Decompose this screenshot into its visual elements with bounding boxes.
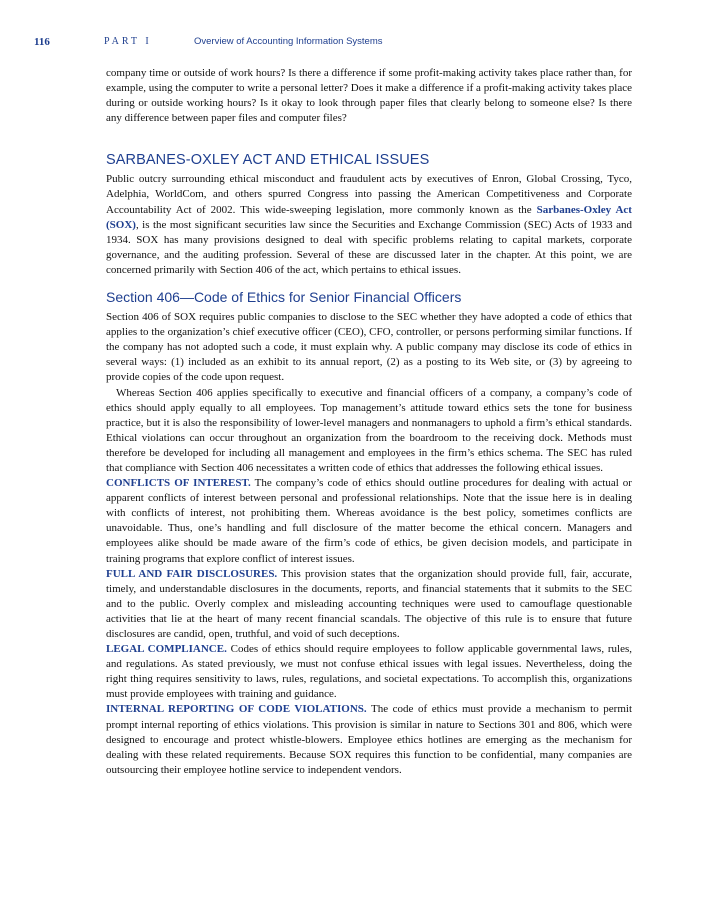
issue-text: Codes of ethics should require employees to follow applicable governmental laws, rules, and regulations. As stated previously, we must not confuse ethical issues with legal issues. Nevertheless, doing the right thing requires sensitivity to laws, rules, regulations, and societal expectations. To accomplish this, organizations must provide employees with training and guidance.: [106, 643, 633, 701]
subsection-heading-406: Section 406—Code of Ethics for Senior Financial Officers: [106, 289, 462, 306]
key-term-sox: Sarbanes-Oxley Act (SOX): [106, 203, 632, 231]
part-label: PART I: [104, 36, 152, 47]
section-heading-sox: SARBANES-OXLEY ACT AND ETHICAL ISSUES: [106, 152, 430, 169]
issue-label: INTERNAL REPORTING OF CODE VIOLATIONS.: [106, 703, 367, 716]
section-406-paragraph-2: Whereas Section 406 applies specifically to executive and financial officers of a company, a company’s code of ethics should apply equally to all employees. Top management’s attitude toward ethics sets the tone for business practice, but it is also the responsibility of lower-level managers and nonmanagers to uphold a firm’s ethical standards. Ethical violations can occur throughout an organization from the boardroom to the receiving dock. Methods must therefore be developed for including all management and employees in the firm’s ethics schema. The SEC has ruled that compliance with Section 406 necessitates a written code of ethics that addresses the following ethical issues.: [106, 386, 632, 474]
body-text: [106, 66, 632, 778]
page-number: 116: [34, 36, 50, 48]
issue-label: LEGAL COMPLIANCE.: [106, 643, 227, 656]
issue-conflicts-of-interest: [106, 476, 632, 567]
issue-internal-reporting: [106, 702, 632, 777]
issue-legal-compliance: [106, 642, 632, 702]
issue-full-and-fair-disclosures: [106, 567, 632, 642]
issue-text: The company’s code of ethics should outline procedures for dealing with actual or apparent conflicts of interest between personal and professional relationships. Note that the issue here is in dealing with conflicts of interest, not prohibiting them. Whereas avoidance is the best policy, sometimes conflicts are unavoidable. Thus, one’s handling and full disclosure of the matter become the ethical concern. Managers and employees alike should be made aware of the firm’s code of ethics, be given decision models, and participate in training programs that explore conflict of interest issues.: [106, 477, 632, 565]
sox-paragraph-rest: , is the most significant securities law since the Securities and Exchange Commission (SEC) Acts of 1933 and 1934. SOX has many provisions designed to deal with specific problems relating to capital markets, corporate governance, and the auditing profession. Several of these are discussed later in the chapter. At this point, we are concerned primarily with Section 406 of the act, which pertains to ethical issues.: [106, 218, 632, 276]
intro-paragraph: company time or outside of work hours? Is there a difference if some profit-making activity takes place rather than, for example, using the computer to write a personal letter? Does it make a difference if a profit-making activity takes place during or outside working hours? Is it okay to look through paper files that clearly belong to someone else? Is there any difference between paper files and computer files?: [106, 67, 632, 125]
issue-text: This provision states that the organization should provide full, fair, accurate, timely, and understandable disclosures in the documents, reports, and financial statements that it submits to the SEC and to the public. Overly complex and misleading accounting techniques were used to camouflage questionable activities that lie at the heart of many recent financial scandals. The objective of this rule is to ensure that future disclosures are candid, open, truthful, and void of such deceptions.: [106, 567, 632, 640]
chapter-title: Overview of Accounting Information Systems: [194, 36, 383, 47]
issue-label: CONFLICTS OF INTEREST.: [106, 477, 251, 490]
section-406-paragraph-1: Section 406 of SOX requires public companies to disclose to the SEC whether they have adopted a code of ethics that applies to the organization’s chief executive officer (CEO), CFO, controller, or persons performing similar functions. If the company has not adopted such a code, it must explain why. A public company may disclose its code of ethics in several ways: (1) included as an exhibit to its annual report, (2) as a posting to its Web site, or (3) by agreeing to provide copies of the code upon request.: [106, 311, 632, 384]
sox-paragraph: [106, 172, 632, 278]
issue-label: FULL AND FAIR DISCLOSURES.: [106, 567, 278, 580]
issue-text: The code of ethics must provide a mechanism to permit prompt internal reporting of ethics violations. This provision is similar in nature to Sections 301 and 806, which were designed to encourage and protect whistle-blowers. Employee ethics hotlines are emerging as the mechanism for dealing with these related requirements. Because SOX requires this function to be confidential, many companies are outsourcing their employee hotline service to independent vendors.: [106, 703, 633, 776]
sox-paragraph-lead: Public outcry surrounding ethical misconduct and fraudulent acts by executives of Enron, Global Crossing, Tyco, Adelphia, WorldCom, and others spurred Congress into passing the American Competitiveness and Corporate Accountability Act of 2002. This wide-sweeping legislation, more commonly known as the: [106, 173, 632, 216]
